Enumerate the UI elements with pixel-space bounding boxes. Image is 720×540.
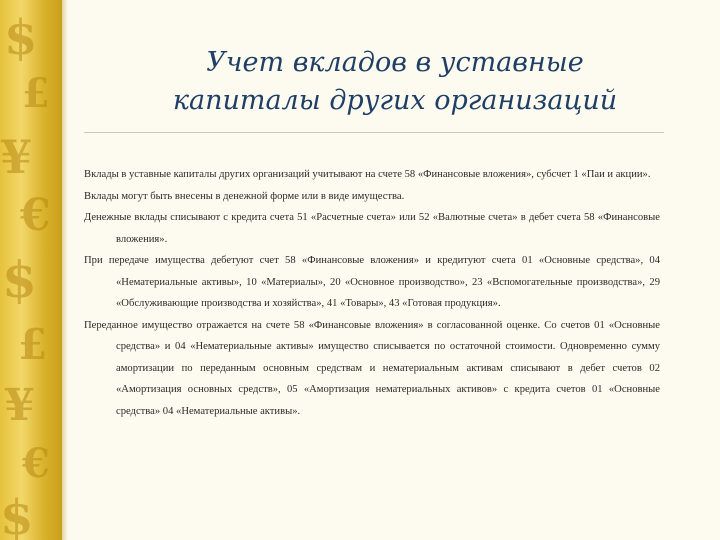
paragraph: Вклады в уставные капиталы других организаций учитывают на счете 58 «Финансовые вложения», субсчет 1 «Паи и акции». [84, 169, 651, 180]
yen-icon: ¥ [4, 380, 35, 431]
paragraph: Переданное имущество отражается на счете 58 «Финансовые вложения» в согласованной оценке. Со счетов 01 «Основные средства» и 04 «Нематериальные активы» имущество списывается по остаточной стоимости. Одновременно сумму амортизации по переданным основным средствам и нематериальным активам списывают в дебет счетов 02 «Амортизация основных средств», 05 «Амортизация нематериальных активов» с кредита счетов 01 «Основные средства» 04 «Нематериальные активы». [84, 319, 660, 417]
currency-symbols-decoration [0, 0, 62, 540]
sidebar-shadow [62, 0, 68, 540]
dollar-icon: $ [0, 490, 34, 540]
pound-icon: £ [22, 70, 50, 117]
paragraph: При передаче имущества дебетуют счет 58 «Финансовые вложения» и кредитуют счета 01 «Основные средства», 04 «Нематериальные активы», 10 «Материалы», 20 «Основное производство», 23 «Вспомогательные производства», 29 «Обслуживающие производства и хозяйства», 41 «Товары», 43 «Готовая продукция». [84, 255, 660, 309]
paragraph: Вклады могут быть внесены в денежной форме или в виде имущества. [84, 190, 405, 202]
euro-icon: € [20, 190, 51, 241]
title-line-2: капиталы других организаций [172, 85, 618, 116]
dollar-icon: $ [2, 250, 37, 309]
slide-body [84, 164, 660, 422]
title-divider [84, 132, 664, 133]
pound-icon: £ [18, 320, 48, 369]
yen-icon: ¥ [0, 130, 33, 184]
dollar-icon: $ [4, 10, 38, 66]
slide-title [70, 44, 720, 120]
paragraph: Денежные вклады списывают с кредита счета 51 «Расчетные счета» или 52 «Валютные счета» в дебет счета 58 «Финансовые вложения». [84, 212, 660, 245]
euro-icon: € [22, 440, 50, 487]
title-line-1: Учет вкладов в уставные [206, 47, 584, 78]
